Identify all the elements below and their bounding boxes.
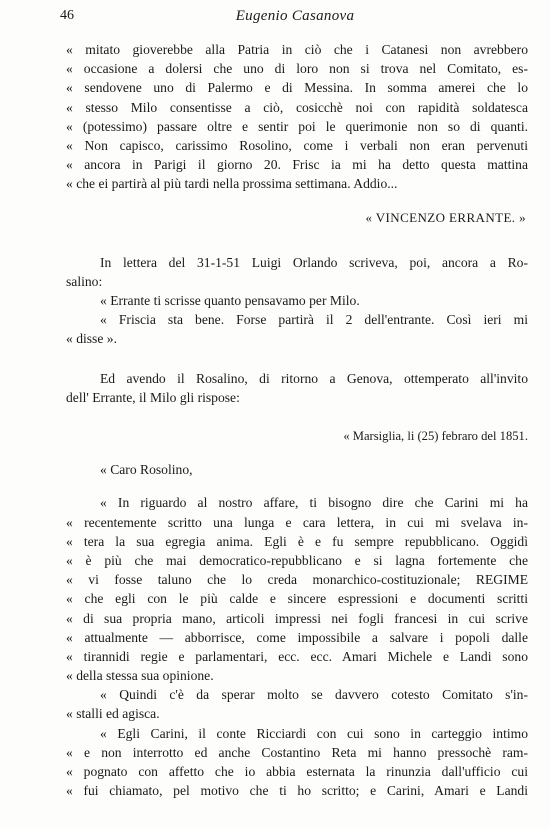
spacer xyxy=(66,227,528,253)
text-line: « della stessa sua opinione. xyxy=(66,668,214,684)
text-line: Ed avendo il Rosalino, di ritorno a Genova, ottemperato all'invito xyxy=(100,370,528,386)
letter-salutation: « Caro Rosolino, xyxy=(100,462,193,478)
text-line: « stesso Milo consentisse a ciò, cosicchè noi con rapidità soldatesca xyxy=(66,99,528,115)
letter-date: « Marsiglia, li (25) febraro del 1851. xyxy=(343,429,528,443)
paragraph-2 xyxy=(66,253,528,291)
signature: « VINCENZO ERRANTE. » xyxy=(365,209,526,225)
running-title: Eugenio Casanova xyxy=(235,8,355,24)
text-line: « tirannidi regie e parlamentari, ecc. ecc. Amari Michele e Landi sono xyxy=(66,648,528,664)
text-line: « Quindi c'è da sperar molto se davvero cotesto Comitato s'in- xyxy=(100,687,528,703)
text-line: « è più che mai democratico-repubblicano e si lagna fortemente che xyxy=(66,552,528,568)
quote-2 xyxy=(66,291,528,349)
spacer xyxy=(66,479,528,493)
text-line: « sendovene uno di Palermo e di Messina. In somma amerei che lo xyxy=(66,80,528,96)
page-number: 46 xyxy=(60,8,74,23)
text-line: « In riguardo al nostro affare, ti bisogno dire che Carini mi ha xyxy=(100,495,528,511)
letter xyxy=(66,427,528,800)
text-line: « Friscia sta bene. Forse partirà il 2 dell'entrante. Così ieri mi xyxy=(100,312,528,328)
text-line: « che egli con le più calde e sincere espressioni e documenti scritti xyxy=(66,591,528,607)
text-line: « vi fosse taluno che lo creda monarchico-costituzionale; REGIME xyxy=(66,572,528,588)
paragraph-1 xyxy=(66,40,528,194)
text-line: « che ei partirà al più tardi nella prossima settimana. Addio... xyxy=(66,176,398,192)
text-line: « attualmente — abborrisce, come impossibile a salvare i popoli dalle xyxy=(66,629,528,645)
text-line: In lettera del 31-1-51 Luigi Orlando scriveva, poi, ancora a Ro- xyxy=(100,254,528,270)
text-line: « disse ». xyxy=(66,331,117,347)
text-line: « fui chiamato, pel motivo che ti ho scritto; e Carini, Amari e Landi xyxy=(66,783,528,799)
paragraph-3 xyxy=(66,369,528,407)
spacer xyxy=(66,446,528,460)
text-line: « e non interrotto ed anche Costantino Reta mi hanno pressochè ram- xyxy=(66,744,528,760)
text-line: « occasione a dolersi che uno di loro non si trova nel Comitato, es- xyxy=(66,61,528,77)
page-body xyxy=(66,40,528,800)
text-line: « Egli Carini, il conte Ricciardi con cui sono in carteggio intimo xyxy=(100,725,528,741)
spacer xyxy=(66,349,528,369)
text-line: « mitato gioverebbe alla Patria in ciò che i Catanesi non avrebbero xyxy=(66,42,528,57)
text-line: « tera la sua egregia anima. Egli è e fu sempre repubblicano. Oggidì xyxy=(66,533,528,549)
spacer xyxy=(66,407,528,427)
spacer xyxy=(66,194,528,208)
text-line: « pognato con affetto che io abbia esternata la rinunzia dall'ufficio cui xyxy=(66,764,528,779)
text-line: « Non capisco, carissimo Rosolino, come i verbali non eran pervenuti xyxy=(66,137,528,153)
text-line: « di sua propria mano, articoli impressi nei fogli francesi in cui scrive xyxy=(66,610,528,626)
text-line: « (potessimo) passare oltre e sentir poi le querimonie non so di quanti. xyxy=(66,118,528,134)
text-line: « ancora in Parigi il giorno 20. Frisc ia mi ha detto questa mattina xyxy=(66,157,528,173)
page-header xyxy=(60,8,530,30)
text-line: salino: xyxy=(66,273,103,289)
text-line: « Errante ti scrisse quanto pensavamo per Milo. xyxy=(100,293,360,309)
text-line: dell' Errante, il Milo gli rispose: xyxy=(66,389,240,405)
text-line: « stalli ed agisca. xyxy=(66,706,160,722)
text-line: « recentemente scritto una lunga e cara lettera, in cui mi svelava in- xyxy=(66,514,528,530)
